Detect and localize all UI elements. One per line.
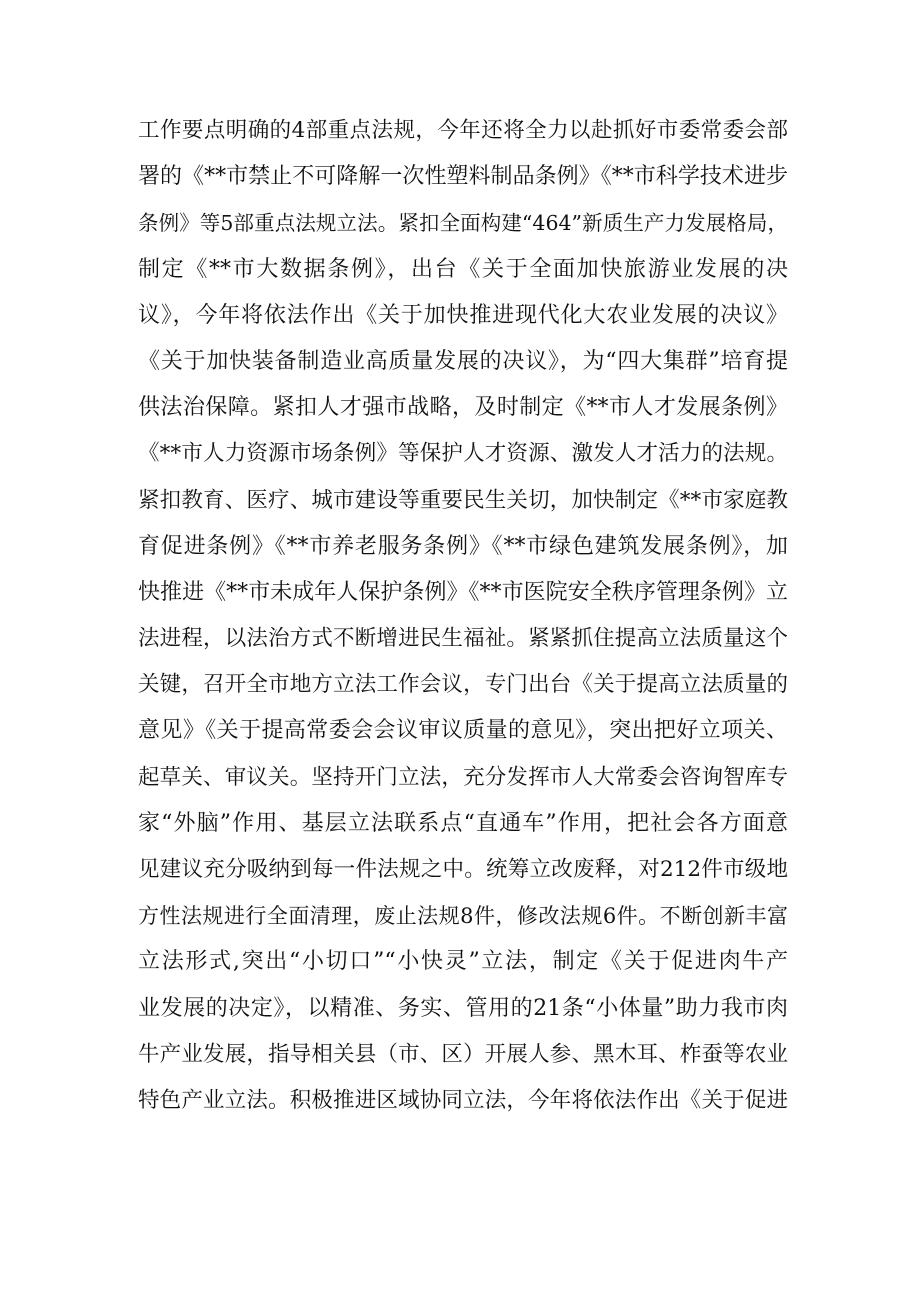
text-line: 方性法规进行全面清理，废止法规8件，修改法规6件。不断创新丰富: [138, 904, 788, 929]
text-line: 署的《**市禁止不可降解一次性塑料制品条例》《**市科学技术进步: [138, 164, 788, 190]
text-line: 关键，召开全市地方立法工作会议，专门出台《关于提高立法质量的: [138, 672, 788, 698]
text-line: 意见》《关于提高常委会会议审议质量的意见》，突出把好立项关、: [138, 718, 788, 744]
text-line: 特色产业立法。积极推进区域协同立法，今年将依法作出《关于促进: [138, 1087, 788, 1113]
text-line: 法进程，以法治方式不断增进民生福祉。紧紧抓住提高立法质量这个: [138, 626, 788, 652]
text-line: 制定《**市大数据条例》，出台《关于全面加快旅游业发展的决: [138, 256, 788, 282]
text-line: 工作要点明确的4部重点法规，今年还将全力以赴抓好市委常委会部: [138, 118, 788, 143]
text-line: 供法治保障。紧扣人才强市战略，及时制定《**市人才发展条例》: [138, 395, 788, 421]
text-line: 《**市人力资源市场条例》等保护人才资源、激发人才活力的法规。: [138, 441, 788, 467]
text-line: 议》，今年将依法作出《关于加快推进现代化大农业发展的决议》: [138, 302, 788, 328]
text-line: 育促进条例》《**市养老服务条例》《**市绿色建筑发展条例》，加: [138, 533, 788, 559]
text-line: 条例》等5部重点法规立法。紧扣全面构建“464”新质生产力发展格局，: [138, 211, 788, 236]
text-line: 见建议充分吸纳到每一件法规之中。统筹立改废释，对212件市级地: [138, 857, 788, 882]
text-line: 牛产业发展，指导相关县（市、区）开展人参、黑木耳、柞蚕等农业: [138, 1041, 788, 1067]
text-line: 业发展的决定》，以精准、务实、管用的21条“小体量”助力我市肉: [138, 995, 788, 1021]
text-line: 起草关、审议关。坚持开门立法，充分发挥市人大常委会咨询智库专: [138, 764, 788, 790]
text-line: 《关于加快装备制造业高质量发展的决议》，为“四大集群”培育提: [138, 348, 788, 374]
text-line: 家“外脑”作用、基层立法联系点“直通车”作用，把社会各方面意: [138, 810, 788, 836]
text-line: 紧扣教育、医疗、城市建设等重要民生关切，加快制定《**市家庭教: [138, 487, 788, 513]
text-line: 立法形式,突出“小切口”“小快灵”立法，制定《关于促进肉牛产: [138, 949, 788, 975]
text-line: 快推进《**市未成年人保护条例》《**市医院安全秩序管理条例》立: [138, 579, 788, 605]
body-paragraph: [138, 108, 788, 1124]
